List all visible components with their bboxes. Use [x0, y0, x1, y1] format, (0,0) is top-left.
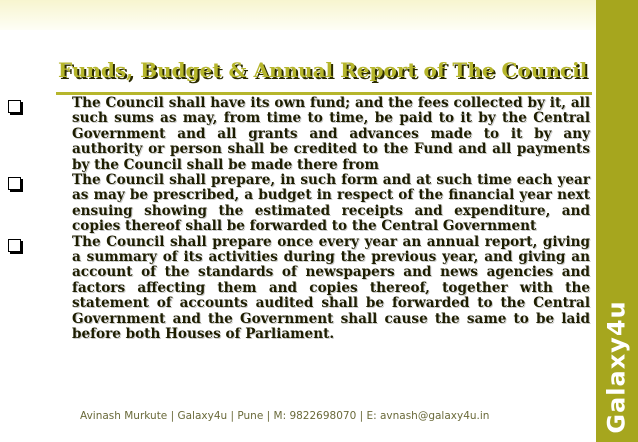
bullet-list	[8, 96, 590, 343]
slide-title: Funds, Budget & Annual Report of The Council	[58, 58, 588, 82]
logo-text: Galaxy4u	[603, 300, 632, 434]
bullet-item	[8, 173, 590, 235]
checkbox-square-icon	[8, 100, 21, 113]
bullet-item	[8, 235, 590, 343]
top-band	[0, 0, 596, 30]
bullet-item	[8, 96, 590, 173]
footer-contact: Avinash Murkute | Galaxy4u | Pune | M: 9822698070 | E: avnash@galaxy4u.in	[80, 410, 490, 422]
checkbox-square-icon	[8, 177, 21, 190]
galaxy4u-logo	[600, 296, 634, 438]
bullet-text: The Council shall prepare, in such form and at such time each year as may be prescribed, a budget in respect of the financial year next ensuing showing the estimated receipts and expenditure, and copies thereof shall be forwarded to the Central Government	[72, 172, 590, 235]
bullet-text: The Council shall have its own fund; and the fees collected by it, all such sums as may, from time to time, be paid to it by the Central Government and all grants and advances made to it by any authority or person shall be credited to the Fund and all payments by the Council shall be made there from	[72, 95, 590, 173]
checkbox-square-icon	[8, 239, 21, 252]
bullet-text: The Council shall prepare once every year an annual report, giving a summary of its activities during the previous year, and giving an account of the standards of newspapers and news agencies and factors affecting them and copies thereof, together with the statement of accounts audited shall be forwarded to the Central Government and the Government shall cause the same to be laid before both Houses of Parliament.	[72, 233, 590, 343]
